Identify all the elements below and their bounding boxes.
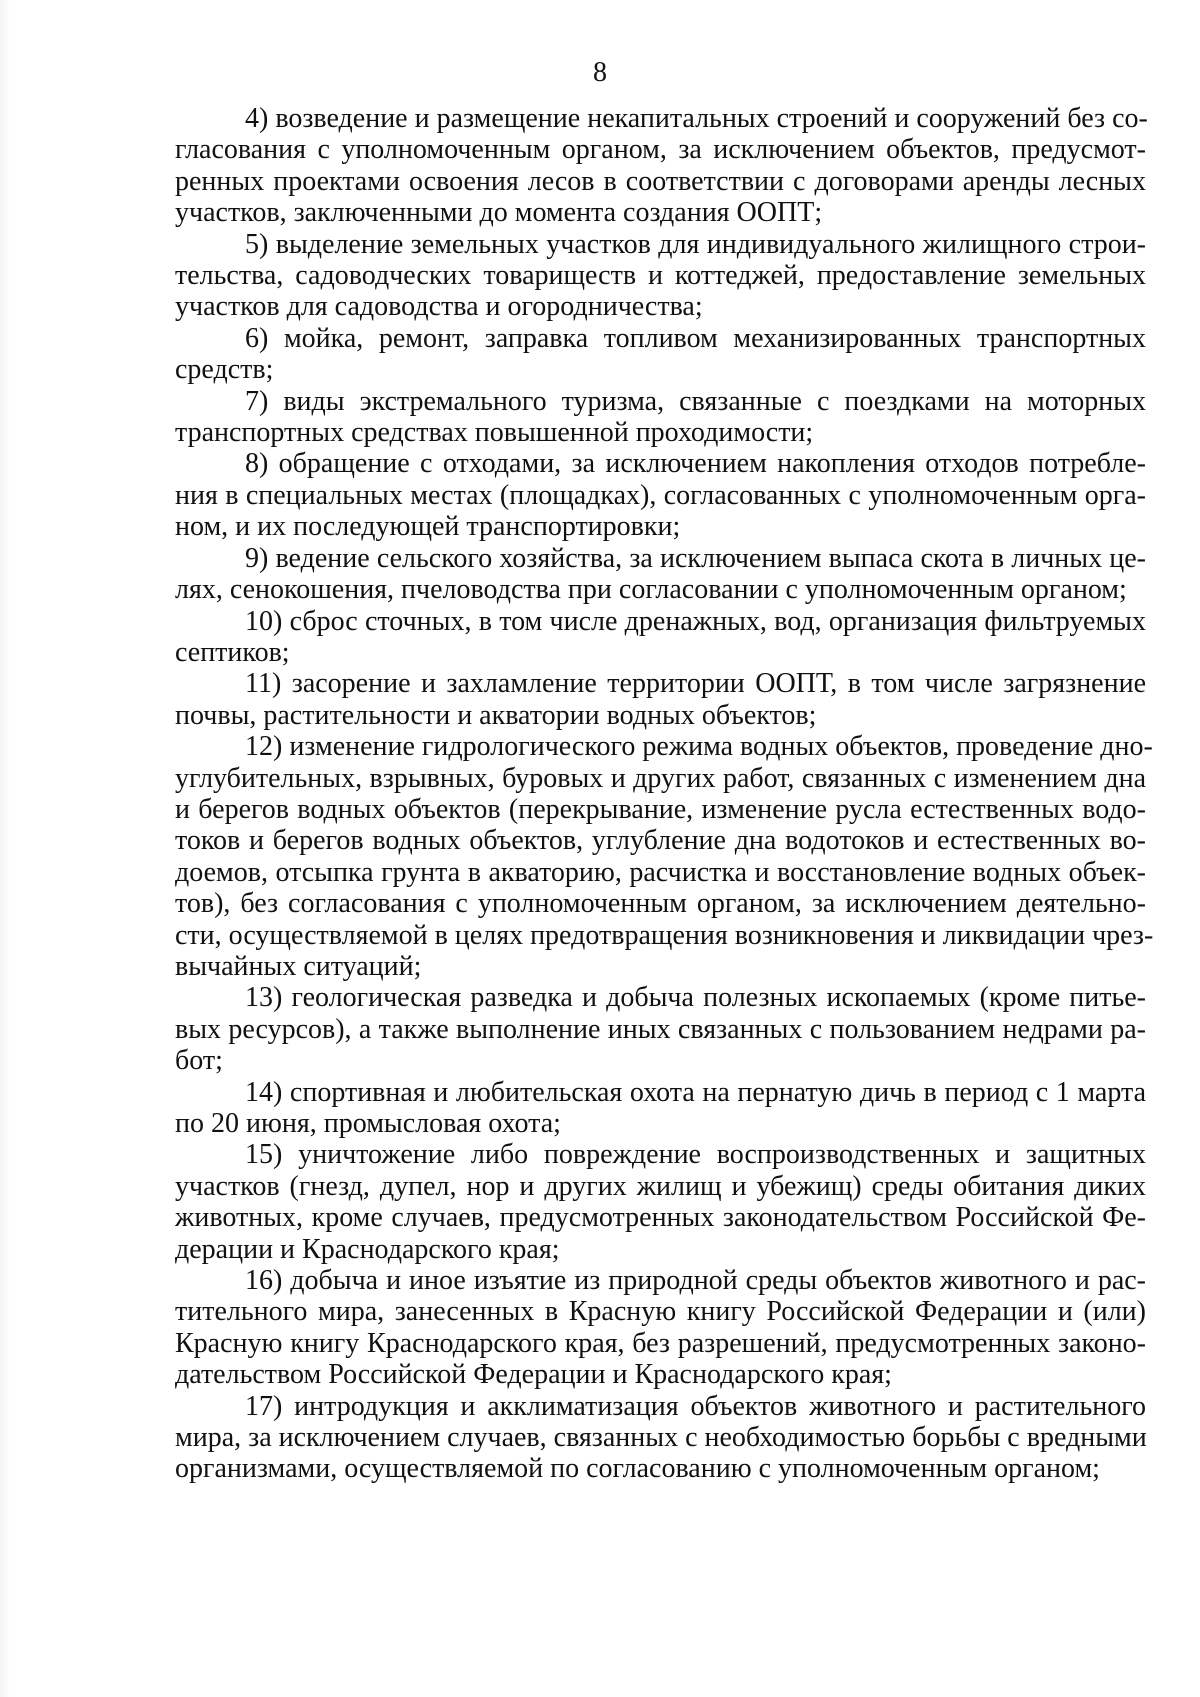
text-line: 11) засорение и захламление территории ООПТ, в том числе загрязнение (245, 668, 1146, 700)
text-line: 15) уничтожение либо повреждение воспроизводственных и защитных (245, 1139, 1146, 1171)
text-line: доемов, отсыпка грунта в акваторию, расчистка и восстановление водных объек- (175, 856, 1146, 888)
scan-edge (0, 0, 10, 1697)
text-line: по 20 июня, промысловая охота; (175, 1108, 561, 1139)
text-line: 9) ведение сельского хозяйства, за исключением выпаса скота в личных це- (245, 542, 1146, 574)
text-line: организмами, осуществляемой по согласованию с уполномоченным органом; (175, 1453, 1100, 1485)
list-item (175, 543, 1146, 606)
text-line: вых ресурсов), а также выполнение иных связанных с пользованием недрами ра- (175, 1013, 1146, 1045)
text-line: средств; (175, 354, 274, 386)
text-line: 12) изменение гидрологического режима водных объектов, проведение дно- (245, 731, 1153, 763)
text-line: вычайных ситуаций; (175, 950, 422, 982)
text-line: углубительных, взрывных, буровых и других работ, связанных с изменением дна (175, 762, 1146, 794)
text-line: ренных проектами освоения лесов в соответствии с договорами аренды лесных (175, 165, 1146, 197)
text-line: септиков; (175, 636, 290, 668)
text-line: почвы, растительности и акватории водных объектов; (175, 699, 817, 731)
list-item (175, 1139, 1146, 1265)
text-line: 16) добыча и иное изъятие из природной среды объектов животного и рас- (245, 1265, 1146, 1297)
list-item (175, 448, 1146, 542)
page-number: 8 (593, 57, 607, 88)
text-line: гласования с уполномоченным органом, за исключением объектов, предусмот- (175, 134, 1146, 166)
text-line: и берегов водных объектов (перекрывание, изменение русла естественных водо- (175, 793, 1146, 825)
text-line: участков для садоводства и огородничества; (175, 291, 703, 323)
text-line: дерации и Краснодарского края; (175, 1233, 560, 1265)
text-line: тов), без согласования с уполномоченным органом, за исключением деятельно- (175, 888, 1146, 920)
text-line: ном, и их последующей транспортировки; (175, 511, 681, 543)
document-body (175, 103, 1154, 1485)
text-line: 10) сброс сточных, в том числе дренажных, вод, организация фильтруемых (245, 605, 1146, 637)
text-line: тельства, садоводческих товариществ и коттеджей, предоставление земельных (175, 260, 1146, 292)
text-line: транспортных средствах повышенной проходимости; (175, 417, 814, 449)
list-item (175, 1265, 1146, 1391)
list-item (175, 731, 1154, 982)
text-line: 6) мойка, ремонт, заправка топливом механизированных транспортных (245, 322, 1146, 354)
list-item (175, 1391, 1146, 1485)
text-line: Красную книгу Краснодарского края, без разрешений, предусмотренных законо- (175, 1327, 1146, 1359)
list-item (175, 323, 1146, 386)
text-line: сти, осуществляемой в целях предотвращения возникновения и ликвидации чрез- (175, 919, 1154, 951)
text-line: 7) виды экстремального туризма, связанные с поездками на моторных (245, 385, 1146, 417)
text-line: мира, за исключением случаев, связанных с необходимостью борьбы с вредными (175, 1422, 1147, 1454)
text-line: 5) выделение земельных участков для индивидуального жилищного строи- (245, 228, 1146, 260)
text-line: 14) спортивная и любительская охота на пернатую дичь в период с 1 марта (245, 1076, 1146, 1108)
text-line: 8) обращение с отходами, за исключением накопления отходов потребле- (245, 448, 1146, 480)
list-item (175, 229, 1146, 323)
list-item (175, 386, 1146, 449)
text-line: животных, кроме случаев, предусмотренных законодательством Российской Фе- (175, 1202, 1146, 1234)
text-line: бот; (175, 1045, 223, 1077)
text-line: ния в специальных местах (площадках), согласованных с уполномоченным орга- (175, 479, 1146, 511)
list-item (175, 103, 1146, 229)
list-item (175, 1077, 1146, 1140)
list-item (175, 982, 1146, 1076)
text-line: лях, сенокошения, пчеловодства при согласовании с уполномоченным органом; (175, 574, 1127, 606)
text-line: тительного мира, занесенных в Красную книгу Российской Федерации и (или) (175, 1296, 1146, 1328)
text-line: участков (гнезд, дупел, нор и других жилищ и убежищ) среды обитания диких (175, 1170, 1146, 1202)
text-line: токов и берегов водных объектов, углубление дна водотоков и естественных во- (175, 825, 1146, 857)
list-item (175, 668, 1146, 731)
text-line: 13) геологическая разведка и добыча полезных ископаемых (кроме питье- (245, 982, 1146, 1014)
list-item (175, 606, 1146, 669)
text-line: дательством Российской Федерации и Краснодарского края; (175, 1359, 892, 1391)
text-line: участков, заключенными до момента создания ООПТ; (175, 197, 823, 229)
text-line: 4) возведение и размещение некапитальных строений и сооружений без со- (245, 103, 1148, 134)
text-line: 17) интродукция и акклиматизация объектов животного и растительного (245, 1390, 1146, 1422)
